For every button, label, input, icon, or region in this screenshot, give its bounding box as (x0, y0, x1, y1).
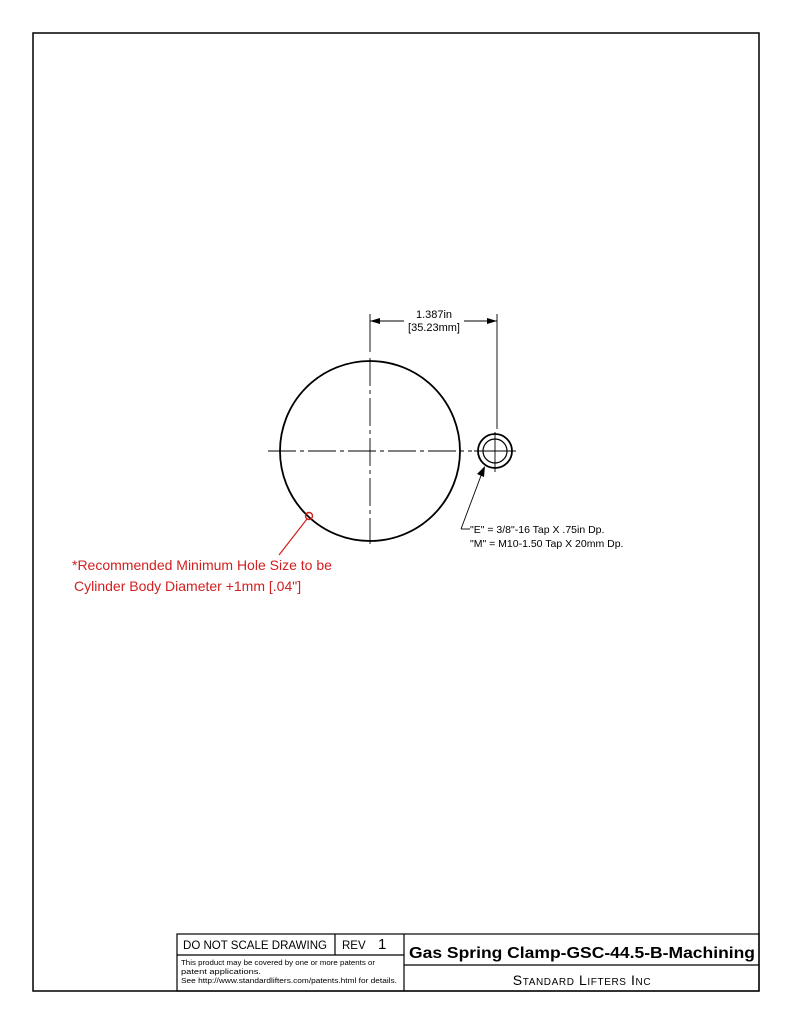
note-leader (279, 519, 307, 555)
patent-notice-line-2: patent applications. (181, 969, 262, 976)
dimension-arrow-left (370, 318, 380, 324)
title-block (177, 934, 759, 991)
tap-callout-arrow (477, 466, 485, 477)
dimension-arrow-right (487, 318, 497, 324)
note-line-1: *Recommended Minimum Hole Size to be (72, 557, 332, 573)
rev-value: 1 (378, 936, 387, 953)
tap-callout-metric: "M" = M10-1.50 Tap X 20mm Dp. (470, 538, 624, 550)
patent-notice-line-3: See http://www.standardlifters.com/patents.html for details. (181, 978, 398, 985)
note-line-2: Cylinder Body Diameter +1mm [.04"] (74, 578, 302, 594)
dimension-inches: 1.387in (415, 309, 453, 321)
patent-notice-line-1: This product may be covered by one or more patents or (181, 960, 376, 967)
company-name: Standard Lifters Inc (512, 972, 652, 988)
tap-callout-leader-diagonal (461, 473, 482, 529)
do-not-scale-label: DO NOT SCALE DRAWING (183, 940, 328, 952)
sheet-border (33, 33, 759, 991)
dimension-millimeters: [35.23mm] (408, 322, 460, 334)
drawing-title: Gas Spring Clamp-GSC-44.5-B-Machining (409, 945, 755, 962)
tap-callout-imperial: "E" = 3/8"-16 Tap X .75in Dp. (470, 524, 605, 536)
rev-label: REV (342, 940, 366, 952)
